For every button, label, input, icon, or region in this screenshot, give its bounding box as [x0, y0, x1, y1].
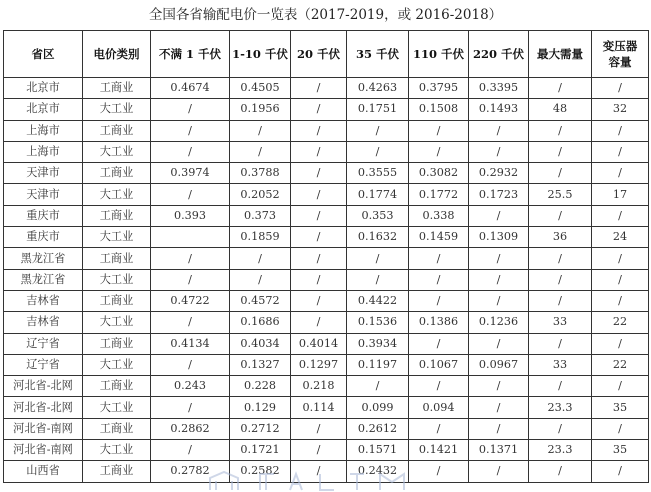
cell-110kv: 0.1772 — [409, 184, 469, 205]
cell-under-1kv: / — [151, 248, 230, 269]
cell-transformer-capacity: / — [592, 269, 649, 290]
header-cell-province: 省区 — [4, 31, 83, 78]
header-cell-110kv: 110 千伏 — [409, 31, 469, 78]
table-row — [4, 290, 649, 311]
cell-transformer-capacity: 35 — [592, 397, 649, 418]
cell-20kv: 0.114 — [291, 397, 347, 418]
cell-35kv: 0.3934 — [347, 333, 409, 354]
cell-max-demand: 48 — [529, 99, 592, 120]
cell-1-10kv: / — [230, 248, 291, 269]
cell-province: 北京市 — [4, 99, 83, 120]
cell-province: 吉林省 — [4, 290, 83, 311]
cell-1-10kv: 0.228 — [230, 376, 291, 397]
cell-1-10kv: 0.373 — [230, 205, 291, 226]
table-row — [4, 269, 649, 290]
cell-category: 工商业 — [83, 461, 151, 482]
cell-province: 吉林省 — [4, 312, 83, 333]
cell-province: 河北省-北网 — [4, 397, 83, 418]
cell-province: 辽宁省 — [4, 333, 83, 354]
cell-1-10kv: 0.2712 — [230, 418, 291, 439]
price-table — [3, 30, 649, 483]
cell-35kv: / — [347, 141, 409, 162]
cell-20kv: / — [291, 78, 347, 99]
cell-1-10kv: / — [230, 141, 291, 162]
header-cell-category: 电价类别 — [83, 31, 151, 78]
cell-110kv: / — [409, 333, 469, 354]
cell-35kv: 0.1197 — [347, 354, 409, 375]
table-row — [4, 376, 649, 397]
cell-province: 河北省-南网 — [4, 440, 83, 461]
cell-transformer-capacity: / — [592, 163, 649, 184]
cell-under-1kv: / — [151, 141, 230, 162]
cell-110kv: / — [409, 461, 469, 482]
cell-category: 工商业 — [83, 290, 151, 311]
cell-under-1kv: 0.393 — [151, 205, 230, 226]
cell-220kv: / — [469, 141, 529, 162]
cell-110kv: 0.338 — [409, 205, 469, 226]
cell-category: 大工业 — [83, 440, 151, 461]
cell-110kv: 0.1067 — [409, 354, 469, 375]
cell-under-1kv: 0.2782 — [151, 461, 230, 482]
cell-transformer-capacity: / — [592, 333, 649, 354]
cell-under-1kv: / — [151, 397, 230, 418]
cell-220kv: 0.1236 — [469, 312, 529, 333]
cell-category: 工商业 — [83, 376, 151, 397]
cell-category: 大工业 — [83, 354, 151, 375]
cell-transformer-capacity: 32 — [592, 99, 649, 120]
cell-under-1kv: / — [151, 440, 230, 461]
cell-20kv: / — [291, 141, 347, 162]
cell-20kv: / — [291, 120, 347, 141]
cell-1-10kv: 0.2582 — [230, 461, 291, 482]
cell-under-1kv: 0.2862 — [151, 418, 230, 439]
cell-110kv: 0.3795 — [409, 78, 469, 99]
cell-110kv: / — [409, 376, 469, 397]
cell-220kv: / — [469, 269, 529, 290]
cell-category: 大工业 — [83, 269, 151, 290]
cell-category: 大工业 — [83, 397, 151, 418]
header-cell-220kv: 220 千伏 — [469, 31, 529, 78]
cell-20kv: / — [291, 418, 347, 439]
cell-35kv: 0.1751 — [347, 99, 409, 120]
cell-20kv: / — [291, 205, 347, 226]
cell-max-demand: / — [529, 248, 592, 269]
cell-1-10kv: 0.129 — [230, 397, 291, 418]
cell-max-demand: / — [529, 269, 592, 290]
cell-220kv: 0.1371 — [469, 440, 529, 461]
cell-35kv: 0.2612 — [347, 418, 409, 439]
cell-max-demand: 23.3 — [529, 440, 592, 461]
table-row — [4, 141, 649, 162]
cell-max-demand: / — [529, 163, 592, 184]
cell-35kv: 0.2432 — [347, 461, 409, 482]
cell-35kv: / — [347, 376, 409, 397]
cell-province: 黑龙江省 — [4, 269, 83, 290]
cell-20kv: / — [291, 440, 347, 461]
cell-category: 大工业 — [83, 312, 151, 333]
cell-20kv: / — [291, 184, 347, 205]
table-row — [4, 184, 649, 205]
cell-20kv: / — [291, 269, 347, 290]
cell-20kv: / — [291, 163, 347, 184]
cell-max-demand: / — [529, 205, 592, 226]
cell-max-demand: / — [529, 120, 592, 141]
table-title: 全国各省输配电价一览表（2017-2019，或 2016-2018） — [148, 7, 503, 23]
cell-under-1kv — [151, 227, 230, 248]
cell-under-1kv: / — [151, 99, 230, 120]
cell-1-10kv: 0.3788 — [230, 163, 291, 184]
cell-1-10kv: 0.4505 — [230, 78, 291, 99]
cell-1-10kv: / — [230, 269, 291, 290]
table-row — [4, 354, 649, 375]
table-row — [4, 248, 649, 269]
cell-under-1kv: / — [151, 312, 230, 333]
cell-110kv: / — [409, 141, 469, 162]
table-row — [4, 333, 649, 354]
cell-max-demand: / — [529, 78, 592, 99]
cell-transformer-capacity: 35 — [592, 440, 649, 461]
cell-under-1kv: 0.4134 — [151, 333, 230, 354]
cell-110kv: 0.3082 — [409, 163, 469, 184]
cell-110kv: 0.1421 — [409, 440, 469, 461]
cell-category: 工商业 — [83, 418, 151, 439]
header-row — [4, 31, 649, 78]
cell-1-10kv: 0.1956 — [230, 99, 291, 120]
cell-max-demand: 33 — [529, 312, 592, 333]
cell-20kv: / — [291, 227, 347, 248]
cell-35kv: 0.1536 — [347, 312, 409, 333]
cell-province: 山西省 — [4, 461, 83, 482]
header-cell-1-10kv: 1-10 千伏 — [230, 31, 291, 78]
cell-220kv: 0.2932 — [469, 163, 529, 184]
cell-35kv: 0.099 — [347, 397, 409, 418]
cell-1-10kv: 0.1686 — [230, 312, 291, 333]
cell-under-1kv: 0.3974 — [151, 163, 230, 184]
cell-under-1kv: 0.4722 — [151, 290, 230, 311]
cell-province: 辽宁省 — [4, 354, 83, 375]
cell-110kv: / — [409, 120, 469, 141]
cell-110kv: / — [409, 248, 469, 269]
cell-110kv: / — [409, 290, 469, 311]
table-row — [4, 418, 649, 439]
cell-transformer-capacity: 17 — [592, 184, 649, 205]
cell-transformer-capacity: 22 — [592, 354, 649, 375]
cell-max-demand: 25.5 — [529, 184, 592, 205]
header-cell-35kv: 35 千伏 — [347, 31, 409, 78]
table-row — [4, 78, 649, 99]
cell-220kv: / — [469, 418, 529, 439]
cell-transformer-capacity: 24 — [592, 227, 649, 248]
cell-35kv: 0.353 — [347, 205, 409, 226]
cell-province: 河北省-南网 — [4, 418, 83, 439]
cell-category: 工商业 — [83, 78, 151, 99]
cell-110kv: 0.094 — [409, 397, 469, 418]
cell-max-demand: / — [529, 461, 592, 482]
cell-under-1kv: / — [151, 354, 230, 375]
cell-province: 河北省-北网 — [4, 376, 83, 397]
cell-35kv: 0.1774 — [347, 184, 409, 205]
cell-transformer-capacity: 22 — [592, 312, 649, 333]
cell-max-demand: / — [529, 376, 592, 397]
cell-province: 北京市 — [4, 78, 83, 99]
cell-transformer-capacity: / — [592, 290, 649, 311]
cell-35kv: / — [347, 269, 409, 290]
cell-under-1kv: / — [151, 269, 230, 290]
cell-35kv: 0.3555 — [347, 163, 409, 184]
cell-province: 重庆市 — [4, 227, 83, 248]
cell-max-demand: / — [529, 418, 592, 439]
table-body — [4, 78, 649, 483]
table-row — [4, 440, 649, 461]
cell-110kv: 0.1459 — [409, 227, 469, 248]
cell-category: 工商业 — [83, 248, 151, 269]
cell-under-1kv: / — [151, 120, 230, 141]
cell-max-demand: / — [529, 290, 592, 311]
cell-1-10kv: 0.1327 — [230, 354, 291, 375]
cell-220kv: 0.1493 — [469, 99, 529, 120]
cell-under-1kv: 0.243 — [151, 376, 230, 397]
cell-category: 大工业 — [83, 99, 151, 120]
cell-220kv: / — [469, 205, 529, 226]
cell-20kv: / — [291, 248, 347, 269]
cell-category: 大工业 — [83, 141, 151, 162]
cell-35kv: / — [347, 248, 409, 269]
cell-35kv: 0.4263 — [347, 78, 409, 99]
cell-category: 大工业 — [83, 184, 151, 205]
cell-transformer-capacity: / — [592, 248, 649, 269]
cell-220kv: / — [469, 248, 529, 269]
cell-1-10kv: 0.1721 — [230, 440, 291, 461]
cell-220kv: / — [469, 397, 529, 418]
cell-20kv: 0.1297 — [291, 354, 347, 375]
cell-province: 天津市 — [4, 163, 83, 184]
cell-35kv: 0.1571 — [347, 440, 409, 461]
cell-max-demand: 36 — [529, 227, 592, 248]
header-cell-max-demand: 最大需量 — [529, 31, 592, 78]
cell-220kv: / — [469, 376, 529, 397]
cell-1-10kv: 0.1859 — [230, 227, 291, 248]
cell-1-10kv: 0.4034 — [230, 333, 291, 354]
cell-20kv: 0.218 — [291, 376, 347, 397]
header-cell-transformer-capacity-line-1: 变压器 — [602, 39, 638, 53]
table-row — [4, 461, 649, 482]
cell-20kv: / — [291, 461, 347, 482]
cell-220kv: / — [469, 461, 529, 482]
cell-under-1kv: / — [151, 184, 230, 205]
table-row — [4, 312, 649, 333]
cell-35kv: 0.1632 — [347, 227, 409, 248]
cell-1-10kv: 0.4572 — [230, 290, 291, 311]
cell-220kv: 0.1309 — [469, 227, 529, 248]
cell-province: 天津市 — [4, 184, 83, 205]
cell-max-demand: 33 — [529, 354, 592, 375]
header-cell-transformer-capacity-line-2: 容量 — [608, 55, 632, 69]
cell-province: 黑龙江省 — [4, 248, 83, 269]
cell-province: 重庆市 — [4, 205, 83, 226]
cell-transformer-capacity: / — [592, 120, 649, 141]
table-row — [4, 120, 649, 141]
cell-category: 工商业 — [83, 120, 151, 141]
cell-province: 上海市 — [4, 120, 83, 141]
header-cell-under-1kv: 不满 1 千伏 — [151, 31, 230, 78]
cell-max-demand: / — [529, 333, 592, 354]
cell-category: 工商业 — [83, 333, 151, 354]
cell-transformer-capacity: / — [592, 376, 649, 397]
cell-transformer-capacity: / — [592, 461, 649, 482]
cell-1-10kv: 0.2052 — [230, 184, 291, 205]
cell-220kv: / — [469, 333, 529, 354]
cell-category: 工商业 — [83, 205, 151, 226]
cell-max-demand: / — [529, 141, 592, 162]
cell-220kv: / — [469, 120, 529, 141]
table-row — [4, 227, 649, 248]
cell-max-demand: 23.3 — [529, 397, 592, 418]
cell-220kv: / — [469, 290, 529, 311]
table-row — [4, 397, 649, 418]
cell-transformer-capacity: / — [592, 78, 649, 99]
cell-220kv: 0.0967 — [469, 354, 529, 375]
cell-110kv: / — [409, 269, 469, 290]
cell-35kv: 0.4422 — [347, 290, 409, 311]
cell-20kv: / — [291, 290, 347, 311]
cell-transformer-capacity: / — [592, 205, 649, 226]
cell-220kv: 0.1723 — [469, 184, 529, 205]
cell-20kv: / — [291, 99, 347, 120]
cell-category: 大工业 — [83, 227, 151, 248]
cell-110kv: / — [409, 418, 469, 439]
cell-220kv: 0.3395 — [469, 78, 529, 99]
header-cell-20kv: 20 千伏 — [291, 31, 347, 78]
table-row — [4, 205, 649, 226]
table-row — [4, 163, 649, 184]
table-row — [4, 99, 649, 120]
cell-province: 上海市 — [4, 141, 83, 162]
cell-1-10kv: / — [230, 120, 291, 141]
cell-110kv: 0.1508 — [409, 99, 469, 120]
cell-category: 工商业 — [83, 163, 151, 184]
cell-transformer-capacity: / — [592, 141, 649, 162]
cell-35kv: / — [347, 120, 409, 141]
cell-20kv: / — [291, 312, 347, 333]
cell-transformer-capacity: / — [592, 418, 649, 439]
header-cell-transformer-capacity — [592, 31, 649, 78]
cell-20kv: 0.4014 — [291, 333, 347, 354]
cell-under-1kv: 0.4674 — [151, 78, 230, 99]
cell-110kv: 0.1386 — [409, 312, 469, 333]
